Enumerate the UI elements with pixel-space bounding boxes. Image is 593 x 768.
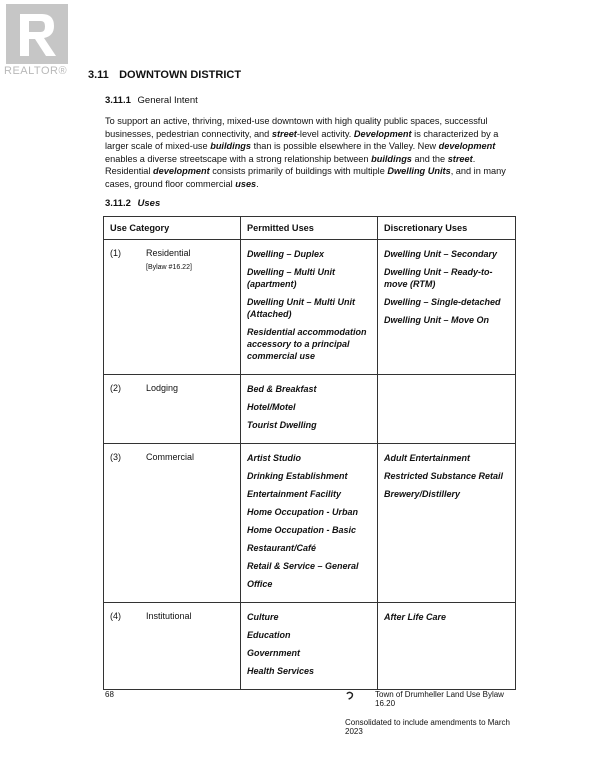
footer-document-title: Town of Drumheller Land Use Bylaw 16.20: [375, 690, 504, 708]
table-row: [104, 603, 516, 690]
permitted-use-item: Home Occupation - Basic: [247, 525, 357, 535]
permitted-uses-cell: [241, 375, 378, 444]
category-number: (3): [110, 452, 121, 462]
permitted-use-item: Dwelling – Multi Unit (apartment): [247, 267, 335, 289]
uses-table: [103, 216, 516, 690]
permitted-use-item: Education: [247, 630, 291, 640]
intent-title: General Intent: [137, 95, 198, 106]
category-name: Residential: [146, 248, 191, 258]
use-category-cell: [104, 375, 241, 444]
discretionary-uses-cell: [378, 375, 516, 444]
table-header-row: [104, 217, 516, 240]
header-permitted-uses: Permitted Uses: [241, 217, 378, 240]
permitted-use-item: Office: [247, 579, 273, 589]
section-number: 3.11: [88, 69, 109, 81]
permitted-uses-cell: [241, 444, 378, 603]
page-number: 68: [105, 690, 114, 699]
intent-text-run: than is possible elsewhere in the Valley. New: [251, 141, 439, 152]
intent-defined-term: Dwelling Units: [387, 166, 451, 177]
permitted-use-item: Tourist Dwelling: [247, 420, 317, 430]
permitted-use-item: Dwelling Unit – Multi Unit (Attached): [247, 297, 355, 319]
drumheller-mark-icon: [345, 691, 354, 700]
intent-text-run: is characterized by a larger scale of mixed-use: [105, 128, 499, 152]
permitted-use-item: Retail & Service – General: [247, 561, 359, 571]
intent-defined-term: uses: [235, 178, 257, 189]
discretionary-uses-cell: [378, 240, 516, 375]
permitted-use-item: Entertainment Facility: [247, 489, 342, 499]
header-discretionary-uses: Discretionary Uses: [378, 217, 516, 240]
permitted-use-item: Restaurant/Café: [247, 543, 317, 553]
header-use-category: Use Category: [104, 217, 241, 240]
section-heading: [88, 69, 241, 81]
discretionary-use-item: Brewery/Distillery: [384, 489, 461, 499]
uses-title: Uses: [137, 198, 161, 209]
realtor-wordmark: REALTOR®: [4, 65, 68, 77]
footer-consolidated: Consolidated to include amendments to March 2023: [345, 718, 510, 736]
intent-text-run: consists primarily of buildings with multiple: [209, 166, 388, 177]
category-name: Lodging: [146, 383, 179, 393]
permitted-uses-cell: [241, 240, 378, 375]
discretionary-use-item: Restricted Substance Retail: [384, 471, 504, 481]
discretionary-uses-cell: [378, 444, 516, 603]
permitted-use-item: Government: [247, 648, 301, 658]
intent-defined-term: development: [153, 166, 210, 177]
intent-text-run: .: [256, 178, 259, 189]
uses-number: 3.11.2: [105, 198, 131, 209]
use-category-cell: [104, 240, 241, 375]
table-row: [104, 375, 516, 444]
permitted-use-item: Dwelling – Duplex: [247, 249, 325, 259]
footer-info: [345, 690, 525, 736]
discretionary-use-item: Dwelling – Single-detached: [384, 297, 501, 307]
intent-paragraph: [105, 115, 523, 191]
permitted-use-item: Bed & Breakfast: [247, 384, 317, 394]
discretionary-use-item: Dwelling Unit – Secondary: [384, 249, 498, 259]
intent-defined-term: Development: [353, 128, 412, 139]
intent-text-run: and the: [411, 153, 448, 164]
table-row: [104, 444, 516, 603]
intent-defined-term: development: [438, 141, 496, 152]
intent-defined-term: buildings: [371, 153, 412, 164]
intent-text-run: To support an active, thriving, mixed-use downtown with high quality public spaces, successful businesses, pedestrian connectivity, and: [105, 116, 488, 139]
permitted-use-item: Residential accommodation accessory to a principal commercial use: [247, 327, 367, 361]
category-name: Institutional: [146, 611, 192, 621]
discretionary-uses-cell: [378, 603, 516, 690]
category-number: (2): [110, 383, 121, 393]
intent-defined-term: buildings: [210, 141, 252, 152]
use-category-cell: [104, 603, 241, 690]
uses-heading: [105, 198, 164, 209]
bylaw-note: [Bylaw #16.22]: [146, 264, 192, 271]
category-number: (4): [110, 611, 121, 621]
category-number: (1): [110, 248, 121, 258]
realtor-logo: [4, 4, 70, 77]
category-name: Commercial: [146, 452, 195, 462]
table-row: [104, 240, 516, 375]
realtor-r-icon: [6, 4, 68, 64]
permitted-use-item: Artist Studio: [247, 453, 301, 463]
discretionary-use-item: After Life Care: [384, 612, 447, 622]
discretionary-use-item: Dwelling Unit – Move On: [384, 315, 490, 325]
use-category-cell: [104, 444, 241, 603]
intent-heading: [105, 95, 198, 106]
intent-defined-term: street: [271, 128, 297, 139]
intent-text-run: enables a diverse streetscape with a strong relationship between: [105, 153, 372, 164]
section-title: DOWNTOWN DISTRICT: [119, 69, 242, 81]
intent-defined-term: street: [447, 153, 473, 164]
discretionary-use-item: Dwelling Unit – Ready-to-move (RTM): [384, 267, 493, 289]
intent-text-run: . Residential: [105, 153, 476, 177]
permitted-use-item: Health Services: [247, 666, 315, 676]
intent-number: 3.11.1: [105, 95, 131, 106]
permitted-use-item: Drinking Establishment: [247, 471, 348, 481]
intent-text-run: -level activity.: [296, 128, 354, 139]
permitted-uses-cell: [241, 603, 378, 690]
permitted-use-item: Culture: [247, 612, 279, 622]
permitted-use-item: Home Occupation - Urban: [247, 507, 359, 517]
intent-text-run: , and in many cases, ground floor commercial: [105, 166, 506, 189]
discretionary-use-item: Adult Entertainment: [384, 453, 471, 463]
permitted-use-item: Hotel/Motel: [247, 402, 296, 412]
